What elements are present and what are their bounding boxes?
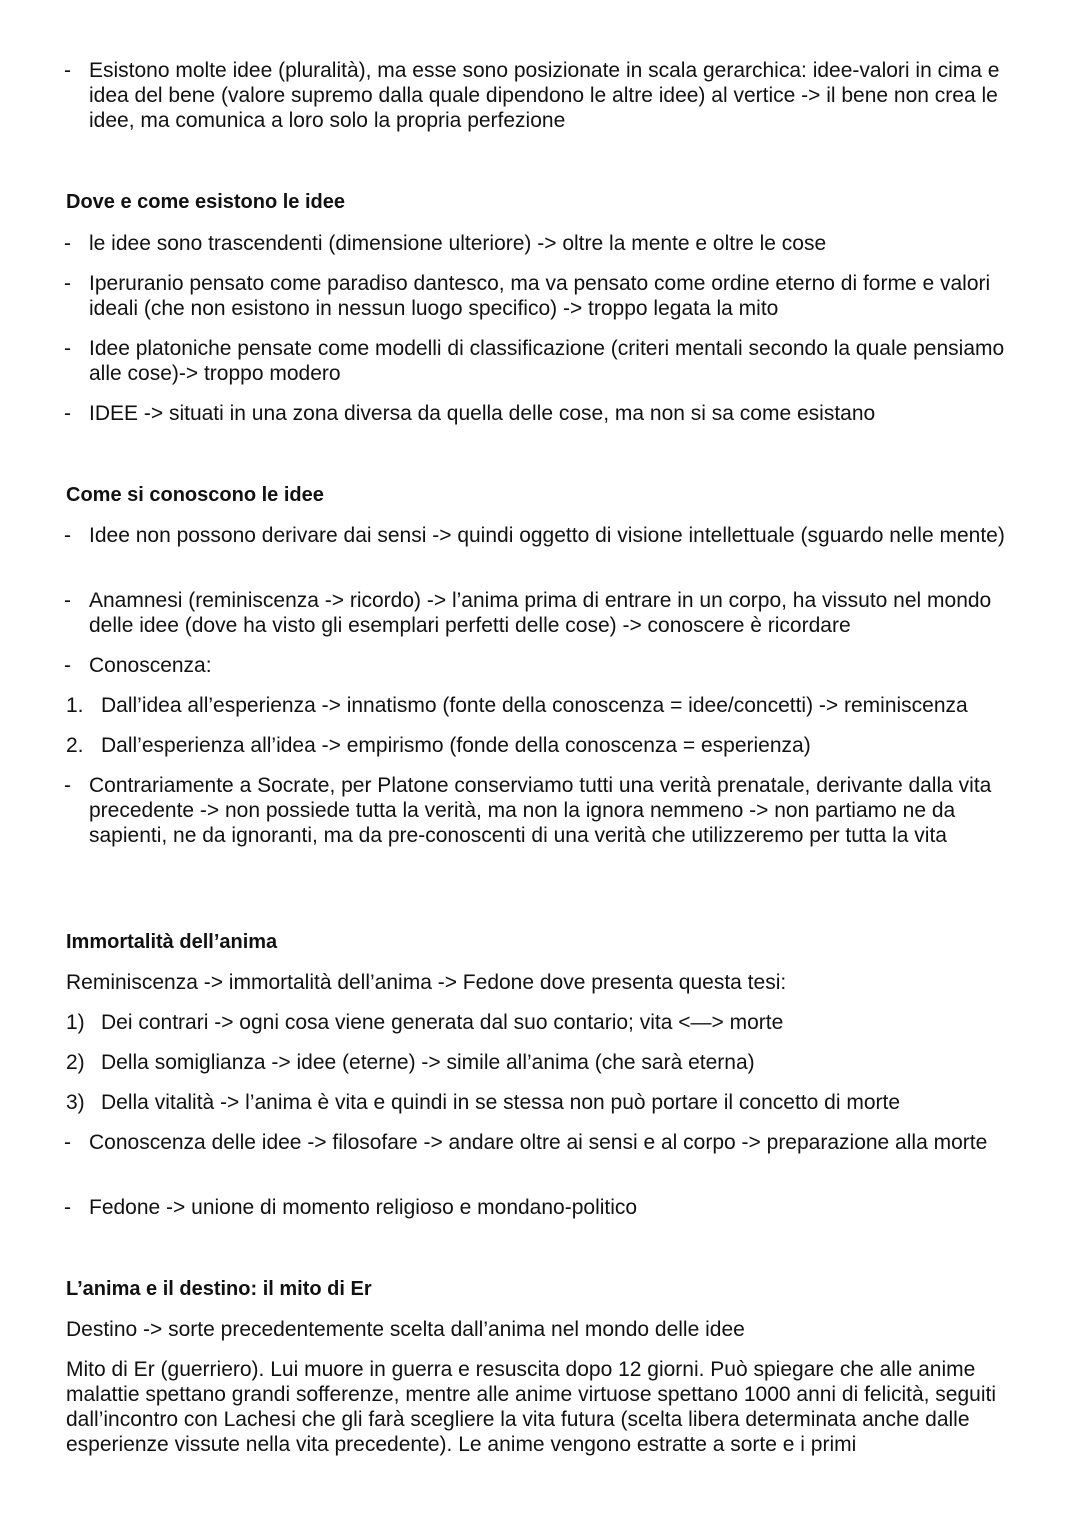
bullet-dash: - <box>64 589 71 612</box>
bullet-text: Conoscenza: <box>89 654 212 677</box>
bullet-text: Esistono molte idee (pluralità), ma esse sono posizionate in scala gerarchica: idee-valori in cima e idea del bene (valore supremo dalla quale dipendono le altre idee) al vertice -> il bene non crea le idee, ma comunica a loro solo la propria perfezione <box>89 59 1000 132</box>
numbered-item: Dei contrari -> ogni cosa viene generata dal suo contario; vita <—> morte <box>101 1011 784 1034</box>
list-number: 2. <box>66 734 84 757</box>
bullet-dash: - <box>64 59 71 82</box>
bullet-text: Idee platoniche pensate come modelli di classificazione (criteri mentali secondo la quale pensiamo alle cose)-> troppo modero <box>89 337 1005 385</box>
bullet-dash: - <box>64 272 71 295</box>
bullet-text: Contrariamente a Socrate, per Platone conserviamo tutti una verità prenatale, derivante dalla vita precedente -> non possiede tutta la verità, ma non la ignora nemmeno -> non partiamo ne da sapienti, ne da ignoranti, ma da pre-conoscenti di una verità che utilizzeremo per tutta la vita <box>89 774 992 847</box>
list-number: 1) <box>66 1011 85 1034</box>
list-number: 3) <box>66 1091 85 1114</box>
bullet-dash: - <box>64 232 71 255</box>
list-number: 2) <box>66 1051 85 1074</box>
bullet-dash: - <box>64 1196 71 1219</box>
paragraph: Destino -> sorte precedentemente scelta dall’anima nel mondo delle idee <box>66 1318 745 1341</box>
bullet-text: le idee sono trascendenti (dimensione ulteriore) -> oltre la mente e oltre le cose <box>89 232 827 255</box>
list-number: 1. <box>66 694 84 717</box>
numbered-item: Dall’esperienza all’idea -> empirismo (fonde della conoscenza = esperienza) <box>101 734 811 757</box>
bullet-text: IDEE -> situati in una zona diversa da quella delle cose, ma non si sa come esistano <box>89 402 876 425</box>
paragraph: Mito di Er (guerriero). Lui muore in guerra e resuscita dopo 12 giorni. Può spiegare che alle anime malattie spettano grandi sofferenze, mentre alle anime virtuose spettano 1000 anni di felicità, seguiti dall’incontro con Lachesi che gli farà scegliere la vita futura (scelta libera determinata anche dalle esperienze vissute nella vita precedente). Le anime vengono estratte a sorte e i primi <box>66 1358 996 1456</box>
section-heading: Come si conoscono le idee <box>66 484 324 506</box>
bullet-dash: - <box>64 774 71 797</box>
bullet-text: Anamnesi (reminiscenza -> ricordo) -> l’anima prima di entrare in un corpo, ha vissuto nel mondo delle idee (dove ha visto gli esemplari perfetti delle cose) -> conoscere è ricordare <box>89 589 992 637</box>
bullet-dash: - <box>64 654 71 677</box>
section-heading: Dove e come esistono le idee <box>66 191 345 213</box>
paragraph: Reminiscenza -> immortalità dell’anima -> Fedone dove presenta questa tesi: <box>66 971 787 994</box>
bullet-text: Conoscenza delle idee -> filosofare -> andare oltre ai sensi e al corpo -> preparazione alla morte <box>89 1131 988 1154</box>
section-heading: Immortalità dell’anima <box>66 931 278 953</box>
numbered-item: Della vitalità -> l’anima è vita e quindi in se stessa non può portare il concetto di morte <box>101 1091 901 1114</box>
bullet-dash: - <box>64 337 71 360</box>
section-heading: L’anima e il destino: il mito di Er <box>66 1278 372 1300</box>
numbered-item: Della somiglianza -> idee (eterne) -> simile all’anima (che sarà eterna) <box>101 1051 755 1074</box>
bullet-dash: - <box>64 402 71 425</box>
bullet-text: Iperuranio pensato come paradiso dantesco, ma va pensato come ordine eterno di forme e valori ideali (che non esistono in nessun luogo specifico) -> troppo legata la mito <box>89 272 991 320</box>
bullet-text: Fedone -> unione di momento religioso e mondano-politico <box>89 1196 638 1219</box>
bullet-dash: - <box>64 1131 71 1154</box>
bullet-dash: - <box>64 524 71 547</box>
numbered-item: Dall’idea all’esperienza -> innatismo (fonte della conoscenza = idee/concetti) -> reminiscenza <box>101 694 968 717</box>
bullet-text: Idee non possono derivare dai sensi -> quindi oggetto di visione intellettuale (sguardo nelle mente) <box>89 524 1005 547</box>
